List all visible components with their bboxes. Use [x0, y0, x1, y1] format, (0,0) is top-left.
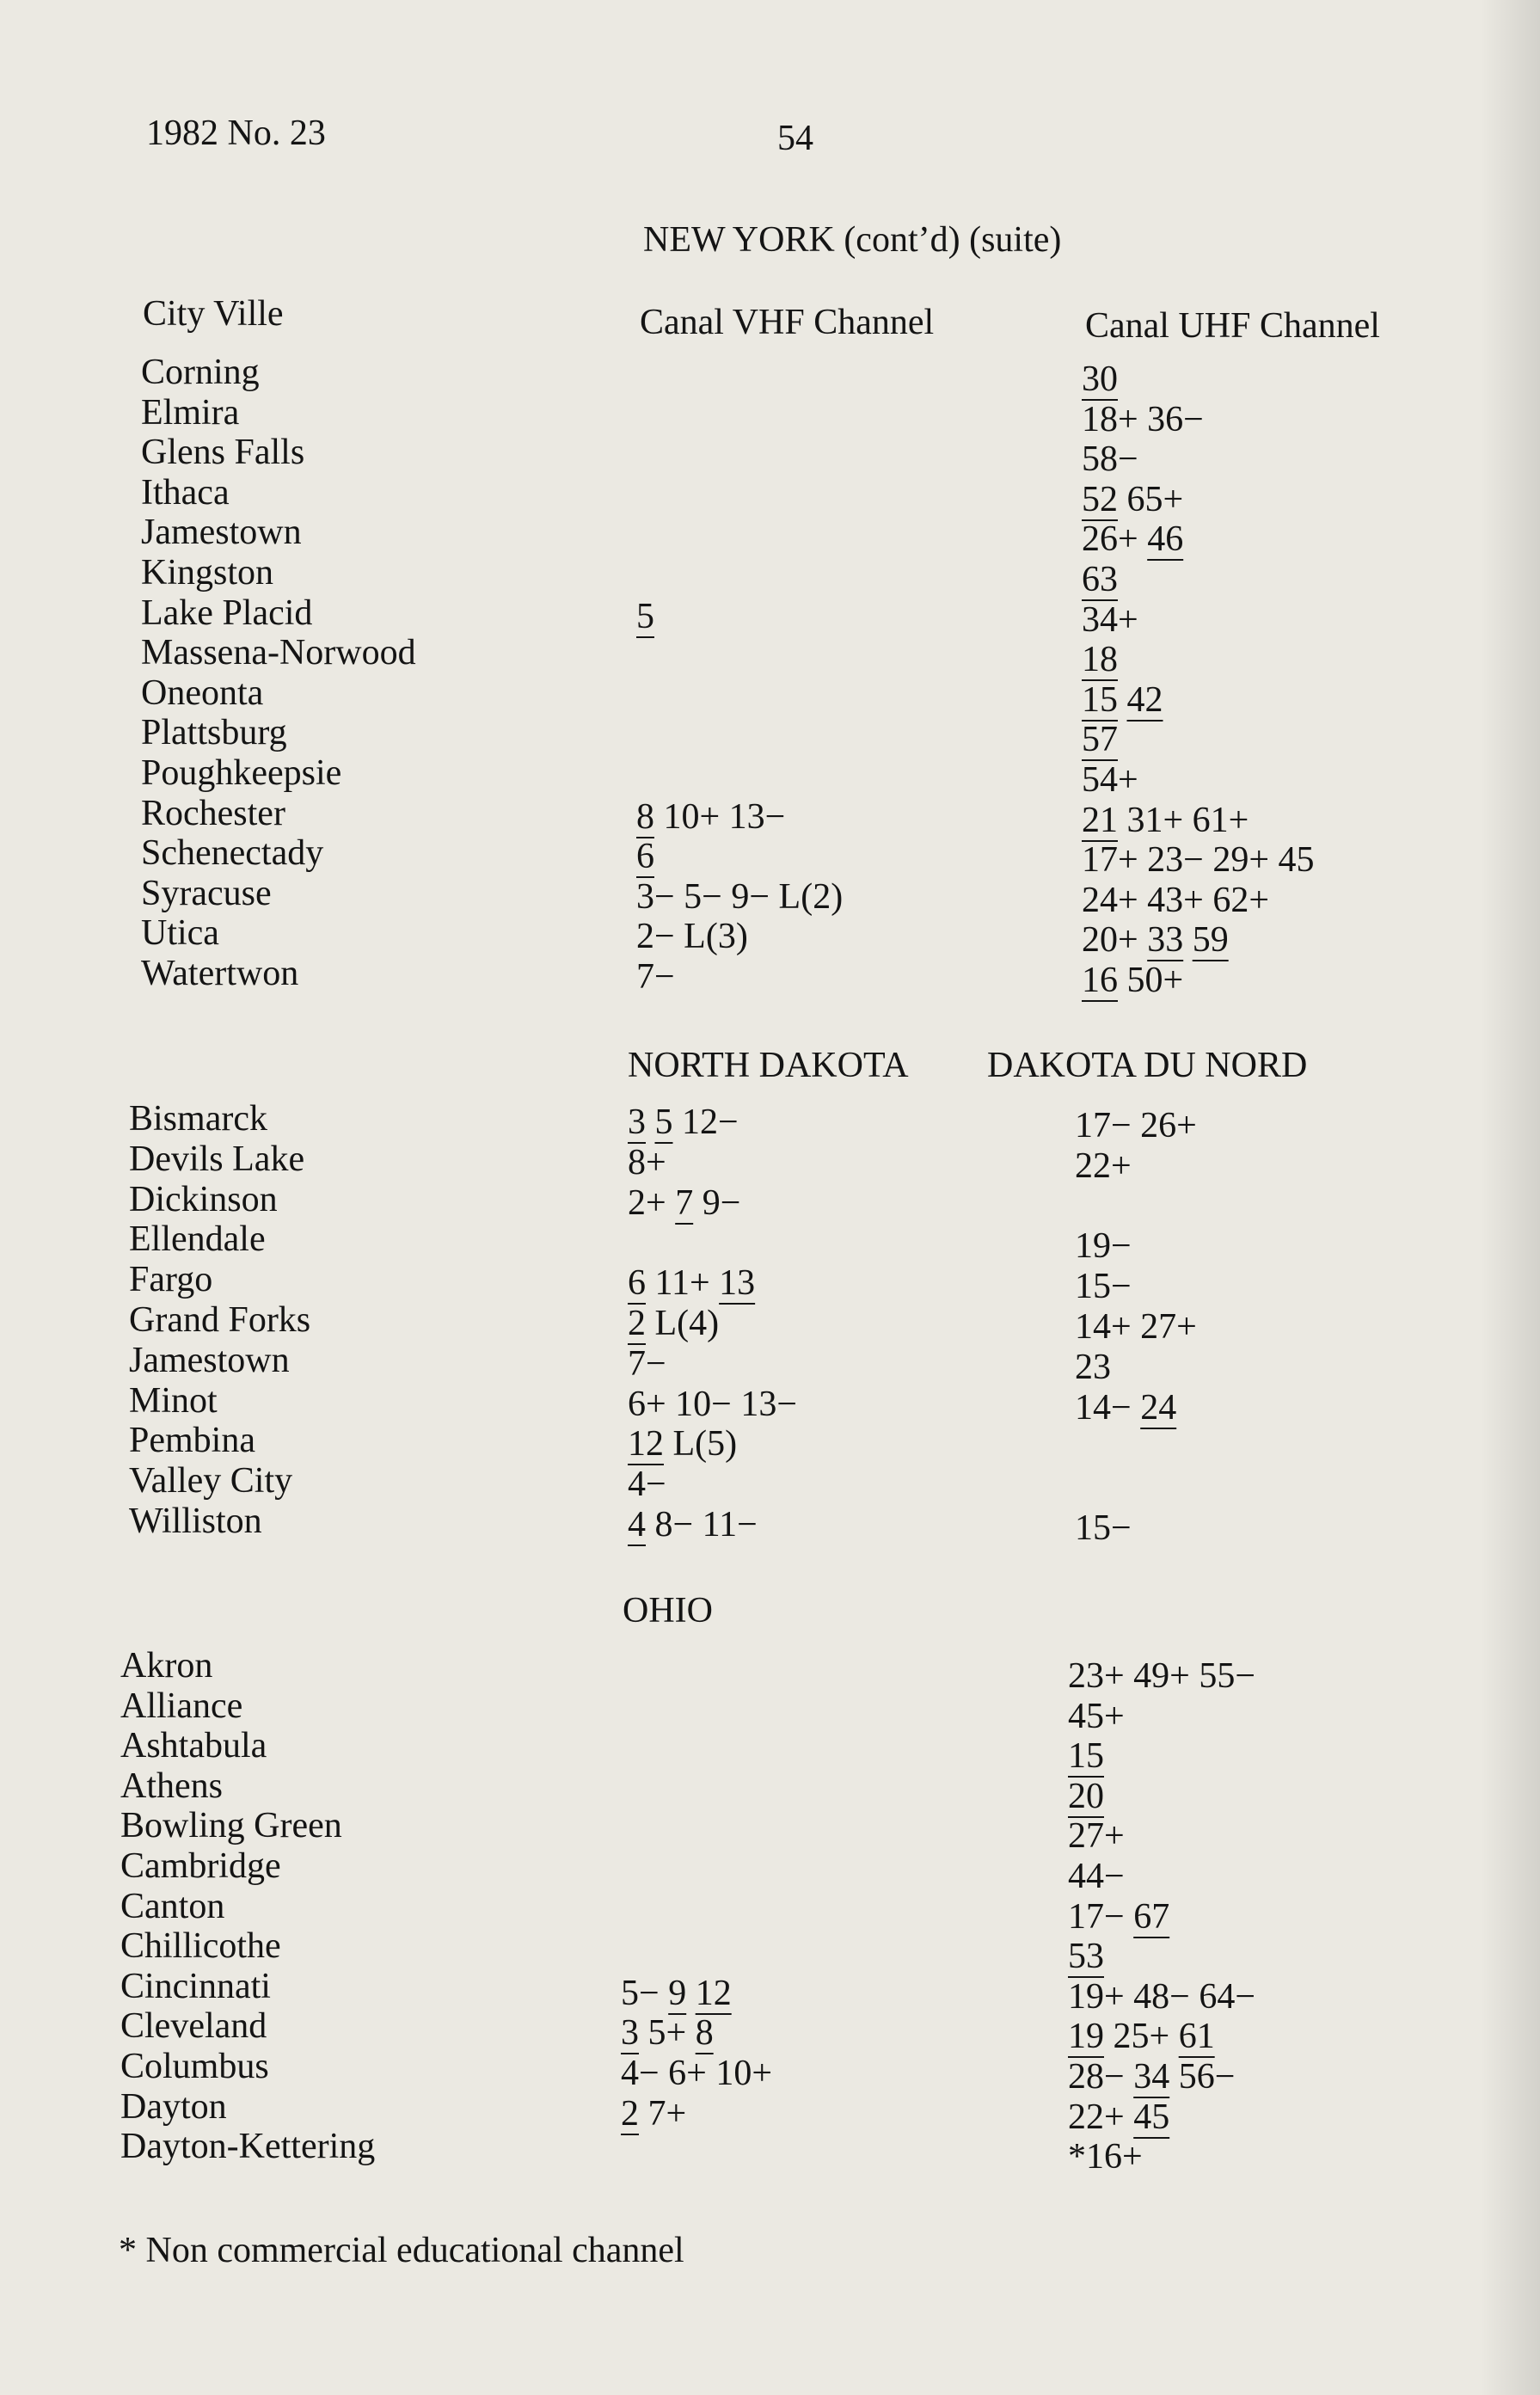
- uhf-channels: 26+ 46: [1082, 519, 1184, 560]
- city-name: Canton: [120, 1886, 225, 1926]
- uhf-channels: 23: [1075, 1347, 1111, 1387]
- city-name: Utica: [141, 913, 219, 954]
- city-name: Kingston: [141, 553, 274, 593]
- vhf-channels: 2 L(4): [628, 1304, 720, 1343]
- uhf-channels: 53: [1068, 1937, 1104, 1977]
- uhf-channels: 57: [1082, 720, 1118, 760]
- section-north-dakota: NORTH DAKOTA: [628, 1046, 909, 1085]
- vhf-channels: 7−: [636, 957, 675, 997]
- uhf-channels: 15: [1068, 1736, 1104, 1777]
- uhf-channels: 15−: [1075, 1267, 1132, 1307]
- uhf-channels: 44−: [1068, 1857, 1125, 1896]
- city-name: Chillicothe: [120, 1926, 281, 1967]
- uhf-channels: 58−: [1082, 439, 1138, 480]
- year-number: 1982 No. 23: [146, 114, 326, 153]
- vhf-channels: 12 L(5): [628, 1424, 738, 1465]
- uhf-channels: 17− 67: [1068, 1896, 1170, 1937]
- uhf-channels: 15 42: [1082, 679, 1163, 720]
- city-name: Valley City: [129, 1461, 293, 1501]
- city-name: Cincinnati: [120, 1966, 271, 2006]
- footnote: * Non commercial educational channel: [119, 2231, 684, 2270]
- vhf-channels: 2+ 7 9−: [628, 1182, 741, 1223]
- uhf-channels: 20+ 33 59: [1082, 920, 1229, 961]
- vhf-channels: 6 11+ 13: [628, 1263, 756, 1304]
- city-name: Minot: [129, 1380, 218, 1421]
- uhf-channels: *16+: [1068, 2137, 1143, 2177]
- page-number: 54: [777, 119, 813, 158]
- uhf-channels: 22+ 45: [1068, 2097, 1170, 2137]
- vhf-channels: 5: [636, 596, 654, 636]
- city-name: Grand Forks: [129, 1300, 311, 1340]
- city-name: Dickinson: [129, 1179, 278, 1219]
- vhf-channels: 3 5 12−: [628, 1102, 739, 1142]
- state-title: NEW YORK (cont’d) (suite): [643, 220, 1062, 260]
- uhf-channels: 22+: [1075, 1145, 1132, 1186]
- uhf-channels: 34+: [1082, 599, 1138, 640]
- uhf-channels: 28− 34 56−: [1068, 2057, 1236, 2097]
- city-name: Alliance: [120, 1686, 243, 1726]
- vhf-channels: 3− 5− 9− L(2): [636, 876, 844, 917]
- city-name: Lake Placid: [141, 593, 313, 633]
- uhf-channels: 20: [1068, 1776, 1104, 1816]
- uhf-channels: 52 65+: [1082, 479, 1184, 519]
- uhf-channels: 19+ 48− 64−: [1068, 1976, 1256, 2017]
- city-name: Corning: [141, 353, 260, 392]
- col-header-vhf: Canal VHF Channel: [640, 303, 935, 342]
- city-name: Dayton-Kettering: [120, 2127, 376, 2167]
- uhf-channels: 45+: [1068, 1696, 1125, 1736]
- city-name: Syracuse: [141, 873, 272, 913]
- uhf-channels: 18: [1082, 640, 1118, 680]
- uhf-channels: 63: [1082, 560, 1118, 599]
- city-name: Akron: [120, 1646, 213, 1686]
- vhf-channels: 4−: [628, 1465, 666, 1505]
- uhf-channels: 54+: [1082, 760, 1138, 800]
- section-dakota-du-nord: DAKOTA DU NORD: [987, 1046, 1308, 1085]
- vhf-channels: 5− 9 12: [621, 1973, 732, 2013]
- city-name: Schenectady: [141, 833, 324, 874]
- city-name: Glens Falls: [141, 433, 305, 473]
- section-ohio: OHIO: [623, 1591, 713, 1630]
- city-name: Ashtabula: [120, 1726, 267, 1766]
- vhf-channels: 2 7+: [621, 2093, 687, 2134]
- vhf-channels: 6: [636, 837, 654, 877]
- city-name: Jamestown: [141, 513, 302, 553]
- vhf-channels: 6+ 10− 13−: [628, 1384, 798, 1424]
- page-edge-shadow: [1480, 0, 1540, 2395]
- uhf-channels: 21 31+ 61+: [1082, 800, 1249, 840]
- city-name: Pembina: [129, 1421, 255, 1461]
- uhf-channels: 14− 24: [1075, 1387, 1177, 1428]
- uhf-channels: 17− 26+: [1075, 1106, 1197, 1145]
- uhf-channels: 30: [1082, 359, 1118, 399]
- uhf-channels: 15−: [1075, 1508, 1132, 1548]
- uhf-channels: 23+ 49+ 55−: [1068, 1656, 1256, 1696]
- city-name: Devils Lake: [129, 1139, 305, 1179]
- vhf-channels: 3 5+ 8: [621, 2013, 714, 2054]
- city-name: Jamestown: [129, 1340, 290, 1380]
- vhf-channels: 8 10+ 13−: [636, 796, 786, 837]
- vhf-channels: 8+: [628, 1142, 666, 1182]
- col-header-uhf: Canal UHF Channel: [1085, 306, 1380, 346]
- uhf-channels: 17+ 23− 29+ 45: [1082, 840, 1315, 881]
- city-name: Williston: [129, 1501, 262, 1541]
- vhf-channels: 7−: [628, 1343, 666, 1384]
- uhf-channels: 16 50+: [1082, 961, 1184, 1000]
- vhf-channels: 4− 6+ 10+: [621, 2054, 773, 2093]
- uhf-channels: 14+ 27+: [1075, 1307, 1197, 1347]
- city-name: Columbus: [120, 2047, 269, 2086]
- uhf-channels: 27+: [1068, 1816, 1125, 1857]
- city-name: Massena-Norwood: [141, 633, 416, 673]
- city-name: Bismarck: [129, 1099, 267, 1139]
- col-header-city: City Ville: [143, 294, 284, 334]
- city-name: Fargo: [129, 1260, 213, 1300]
- city-name: Athens: [120, 1766, 223, 1806]
- city-name: Watertwon: [141, 954, 299, 993]
- uhf-channels: 19−: [1075, 1226, 1132, 1267]
- vhf-channels: 4 8− 11−: [628, 1505, 758, 1544]
- city-name: Rochester: [141, 793, 285, 833]
- city-name: Elmira: [141, 392, 240, 433]
- vhf-channels: 2− L(3): [636, 917, 748, 957]
- city-name: Ithaca: [141, 472, 230, 513]
- city-name: Bowling Green: [120, 1806, 342, 1846]
- city-name: Ellendale: [129, 1219, 266, 1260]
- city-name: Oneonta: [141, 672, 264, 713]
- city-name: Dayton: [120, 2086, 227, 2127]
- uhf-channels: 24+ 43+ 62+: [1082, 880, 1270, 920]
- uhf-channels: 18+ 36−: [1082, 399, 1204, 439]
- city-name: Cleveland: [120, 2006, 267, 2047]
- uhf-channels: 19 25+ 61: [1068, 2017, 1215, 2057]
- city-name: Cambridge: [120, 1846, 281, 1886]
- city-name: Poughkeepsie: [141, 753, 342, 793]
- city-name: Plattsburg: [141, 713, 287, 753]
